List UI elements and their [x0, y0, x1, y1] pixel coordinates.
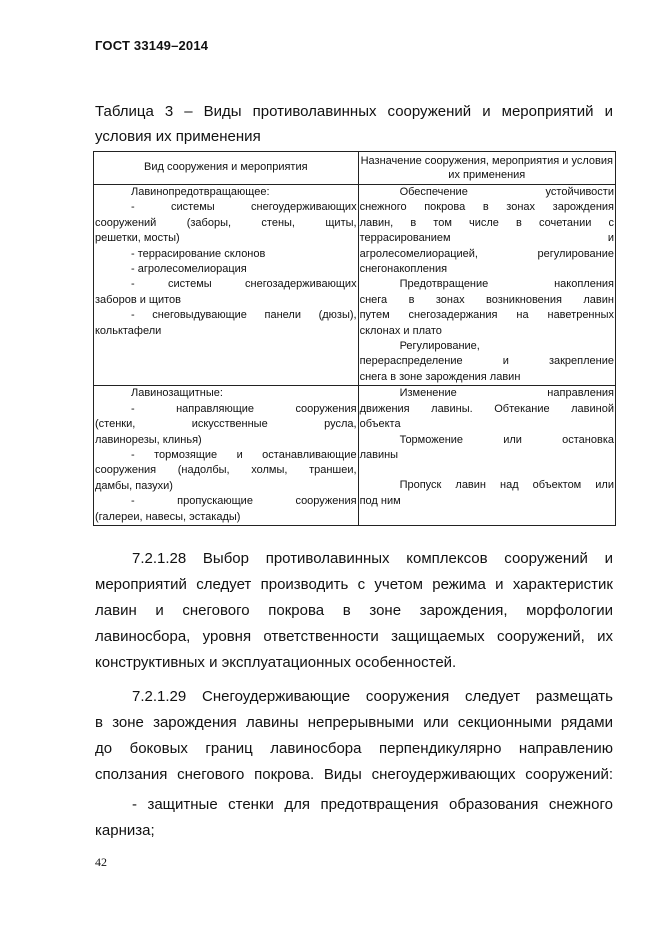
- cell-line: - системы снегоудерживающих: [131, 201, 357, 214]
- column-header-type: Вид сооружения и мероприятия: [94, 152, 359, 185]
- paragraph-line: лавиносбора, уровня ответственности защищаемых сооружений, их: [95, 628, 613, 645]
- cell-spacer: [360, 463, 614, 478]
- paragraph-7-2-1-28: [95, 546, 613, 676]
- cell-line: террасированием и: [359, 232, 614, 245]
- cell-line: Лавинозащитные:: [131, 387, 223, 400]
- table-caption-line: условия их применения: [95, 128, 261, 145]
- page-number: 42: [95, 855, 107, 869]
- table-cell-protective-types: [94, 386, 359, 526]
- cell-line: лавинорезы, клинья): [95, 433, 202, 446]
- cell-line: дамбы, пазухи): [95, 479, 173, 492]
- cell-line: заборов и щитов: [95, 293, 181, 306]
- cell-line: движения лавины. Обтекание лавиной: [359, 402, 614, 415]
- cell-line: Лавинопредотвращающее:: [131, 186, 270, 198]
- table-cell-preventive-purpose: [358, 185, 615, 386]
- cell-line: (стенки, искусственные русла,: [95, 418, 357, 431]
- paragraph-line: - защитные стенки для предотвращения образования снежного: [132, 796, 613, 813]
- table-3: [93, 151, 616, 526]
- cell-line: - направляющие сооружения: [131, 402, 357, 415]
- cell-line: снежного покрова в зонах зарождения: [359, 201, 614, 214]
- paragraph-line: лавин и снегового покрова в зоне зарождения, морфологии: [95, 602, 613, 619]
- table-caption: [95, 99, 613, 149]
- cell-line: под ним: [359, 494, 401, 507]
- cell-line: путем снегозадержания на наветренных: [359, 309, 614, 322]
- cell-line: снегонакопления: [359, 263, 448, 276]
- paragraph-line: конструктивных и эксплуатационных особенностей.: [95, 654, 457, 671]
- cell-line: Торможение или остановка: [399, 433, 614, 446]
- cell-line: склонах и плато: [359, 324, 442, 337]
- cell-spacer: [360, 509, 614, 524]
- cell-line: - террасирование склонов: [131, 247, 266, 260]
- paragraph-line: в зоне зарождения лавины непрерывными или секционными рядами: [95, 714, 613, 731]
- paragraph-line: карниза;: [95, 822, 155, 839]
- cell-line: Изменение направления: [399, 387, 614, 400]
- table-row: [94, 386, 616, 526]
- cell-line: сооружения (надолбы, холмы, траншеи,: [95, 464, 357, 477]
- table-row: [94, 185, 616, 386]
- cell-line: снега в зонах возникновения лавин: [359, 293, 614, 306]
- paragraph-line: сползания снегового покрова. Виды снегоудерживающих сооружений:: [95, 766, 613, 783]
- paragraph-list-item: [95, 792, 613, 844]
- cell-line: - системы снегозадерживающих: [131, 278, 357, 291]
- cell-line: лавин, в том числе в сочетании с: [359, 216, 614, 229]
- cell-line: Регулирование,: [399, 340, 480, 353]
- column-header-purpose: Назначение сооружения, мероприятия и условия их применения: [358, 152, 615, 185]
- table-cell-preventive-types: [94, 185, 359, 386]
- cell-line: перераспределение и закрепление: [359, 355, 614, 368]
- paragraph-line: мероприятий следует производить с учетом режима и характеристик: [95, 576, 613, 593]
- cell-line: агролесомелиорацией, регулирование: [359, 247, 614, 260]
- cell-line: - пропускающие сооружения: [131, 495, 357, 508]
- cell-line: лавины: [359, 448, 399, 461]
- cell-line: решетки, мосты): [95, 232, 180, 245]
- cell-line: - агролесомелиорация: [131, 263, 247, 276]
- paragraph-line: 7.2.1.28 Выбор противолавинных комплексов сооружений и: [132, 550, 613, 567]
- cell-line: Пропуск лавин над объектом или: [399, 479, 614, 492]
- table-header-row: [94, 152, 616, 185]
- cell-line: - тормозящие и останавливающие: [131, 448, 357, 461]
- document-header: ГОСТ 33149–2014: [95, 38, 209, 53]
- cell-line: объекта: [359, 418, 401, 431]
- cell-line: снега в зоне зарождения лавин: [359, 370, 521, 383]
- cell-line: кольктафели: [95, 324, 162, 337]
- paragraph-line: до боковых границ лавиносбора перпендикулярно направлению: [95, 740, 613, 757]
- table-cell-protective-purpose: [358, 386, 615, 526]
- paragraph-line: 7.2.1.29 Снегоудерживающие сооружения следует размещать: [132, 688, 613, 705]
- cell-line: сооружений (заборы, стены, щиты,: [95, 216, 357, 229]
- cell-line: Обеспечение устойчивости: [399, 186, 614, 198]
- cell-line: - снеговыдувающие панели (дюзы),: [131, 309, 357, 322]
- cell-line: Предотвращение накопления: [399, 278, 614, 291]
- cell-line: (галереи, навесы, эстакады): [95, 510, 241, 523]
- table-caption-line: Таблица 3 – Виды противолавинных сооружений и мероприятий и: [95, 103, 613, 120]
- paragraph-7-2-1-29: [95, 684, 613, 788]
